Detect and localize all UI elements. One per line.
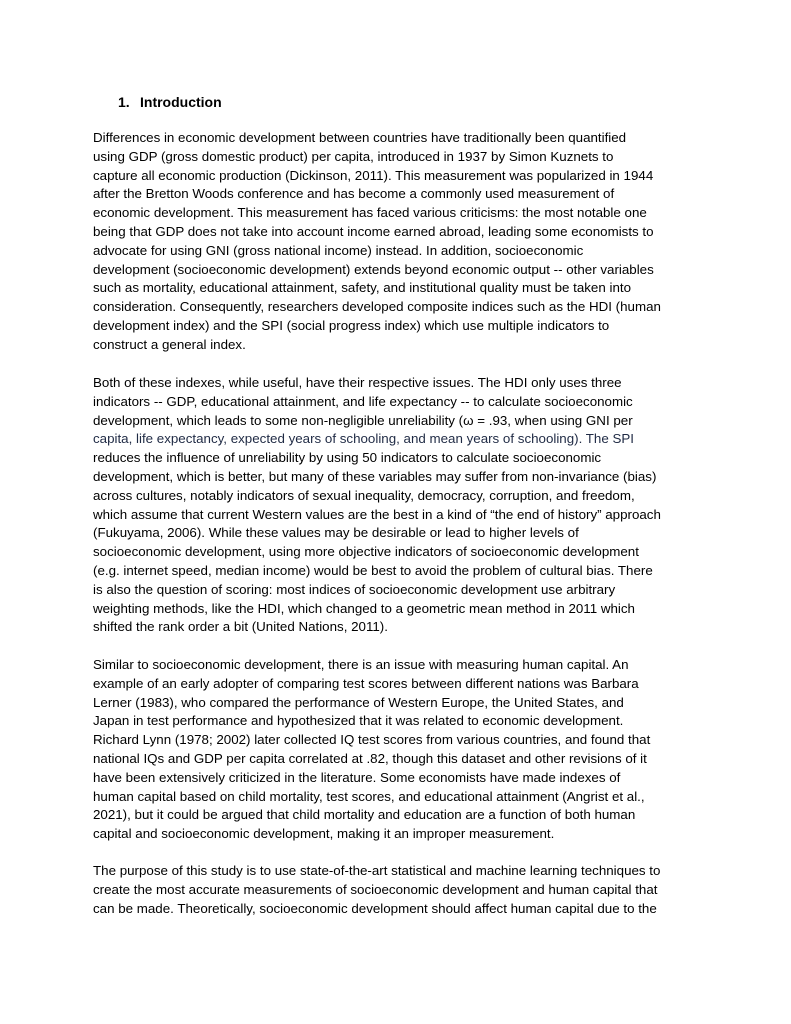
paragraph-index-issues — [93, 374, 708, 637]
text-line: capital and socioeconomic development, making it an improper measurement. — [93, 826, 555, 842]
text-line: human capital based on child mortality, test scores, and educational attainment (Angrist et al., — [93, 788, 645, 804]
text-line: have been extensively criticized in the literature. Some economists have made indexes of — [93, 769, 621, 785]
text-line: development, which is better, but many of these variables may suffer from non-invariance (bias) — [93, 468, 657, 484]
text-line: using GDP (gross domestic product) per capita, introduced in 1937 by Simon Kuznets to — [93, 148, 614, 164]
text-line: development (socioeconomic development) extends beyond economic output -- other variables — [93, 261, 654, 277]
paragraph-study-purpose — [93, 862, 708, 918]
text-line: is also the question of scoring: most indices of socioeconomic development use arbitrary — [93, 581, 616, 597]
text-line: Richard Lynn (1978; 2002) later collected IQ test scores from various countries, and found that — [93, 732, 651, 748]
text-line: development, which leads to some non-negligible unreliability (ω = .93, when using GNI per — [93, 412, 633, 428]
text-line: 2021), but it could be argued that child mortality and education are a function of both human — [93, 807, 636, 823]
section-heading — [118, 92, 222, 112]
section-title: Introduction — [140, 94, 222, 110]
text-line: construct a general index. — [93, 336, 246, 352]
text-line: shifted the rank order a bit (United Nations, 2011). — [93, 619, 388, 635]
text-line: which assume that current Western values are the best in a kind of “the end of history” approach — [93, 506, 661, 522]
text-line: Similar to socioeconomic development, there is an issue with measuring human capital. An — [93, 657, 629, 672]
text-line: development index) and the SPI (social progress index) which use multiple indicators to — [93, 317, 610, 333]
text-line: Japan in test performance and hypothesized that it was related to economic development. — [93, 713, 624, 729]
text-line: Differences in economic development between countries have traditionally been quantified — [93, 130, 627, 145]
text-line: The purpose of this study is to use state-of-the-art statistical and machine learning techniques to — [93, 863, 661, 878]
text-line: Lerner (1983), who compared the performance of Western Europe, the United States, and — [93, 694, 624, 710]
text-line: advocate for using GNI (gross national income) instead. In addition, socioeconomic — [93, 242, 584, 258]
text-line: economic development. This measurement has faced various criticisms: the most notable one — [93, 205, 647, 221]
text-line: across cultures, notably indicators of sexual inequality, democracy, corruption, and freedom, — [93, 487, 635, 503]
section-number: 1. — [118, 94, 130, 110]
text-line: national IQs and GDP per capita correlated at .82, though this dataset and other revisions of it — [93, 750, 647, 766]
text-line: after the Bretton Woods conference and has become a commonly used measurement of — [93, 186, 615, 202]
text-line: socioeconomic development, using more objective indicators of socioeconomic development — [93, 544, 639, 560]
text-line: being that GDP does not take into account income earned abroad, leading some economists to — [93, 223, 654, 239]
text-line: can be made. Theoretically, socioeconomic development should affect human capital due to the — [93, 900, 657, 916]
text-line: reduces the influence of unreliability by using 50 indicators to calculate socioeconomic — [93, 450, 602, 466]
paragraph-gdp-history — [93, 129, 708, 355]
text-line: Both of these indexes, while useful, have their respective issues. The HDI only uses three — [93, 375, 622, 390]
text-line: example of an early adopter of comparing test scores between different nations was Barbara — [93, 675, 639, 691]
text-line: (e.g. internet speed, median income) would be best to avoid the problem of cultural bias. There — [93, 562, 653, 578]
paragraph-human-capital — [93, 656, 708, 844]
text-line: capita, life expectancy, expected years of schooling, and mean years of schooling). The SPI — [93, 431, 634, 447]
text-line: create the most accurate measurements of socioeconomic development and human capital that — [93, 881, 658, 897]
text-line: weighting methods, like the HDI, which changed to a geometric mean method in 2011 which — [93, 600, 635, 616]
text-line: such as mortality, educational attainment, safety, and institutional quality must be taken into — [93, 280, 631, 296]
text-line: indicators -- GDP, educational attainment, and life expectancy -- to calculate socioeconomic — [93, 393, 633, 409]
text-line: consideration. Consequently, researchers developed composite indices such as the HDI (human — [93, 299, 661, 315]
text-line: capture all economic production (Dickinson, 2011). This measurement was popularized in 1944 — [93, 167, 654, 183]
text-line: (Fukuyama, 2006). While these values may be desirable or lead to higher levels of — [93, 525, 579, 541]
